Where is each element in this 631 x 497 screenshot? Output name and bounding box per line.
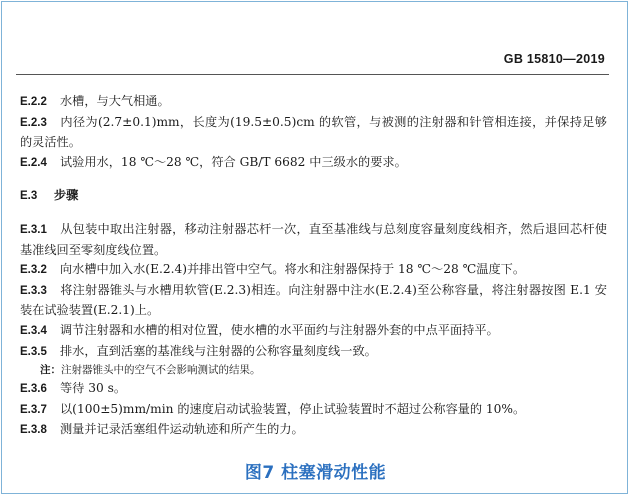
section-title: 步骤 — [54, 188, 79, 203]
clause-number: E.2.4 — [20, 156, 47, 169]
clause-e38 — [20, 420, 607, 441]
standard-number: GB 15810—2019 — [503, 52, 605, 66]
clause-number: E.3.8 — [20, 424, 47, 437]
clause-text: 试验用水，18 ℃～28 ℃，符合 GB/T 6682 中三级水的要求。 — [60, 154, 407, 169]
document-body — [20, 92, 607, 441]
clause-number: E.3.5 — [20, 345, 47, 358]
clause-number: E.3.1 — [20, 223, 47, 236]
clause-e35 — [20, 342, 607, 363]
section-number: E.3 — [20, 190, 38, 203]
clause-e32 — [20, 260, 607, 281]
clause-text: 等待 30 s。 — [60, 381, 127, 396]
header-rule — [16, 74, 609, 75]
note-label: 注： — [40, 364, 61, 377]
clause-e22 — [20, 92, 607, 113]
clause-text: 以(100±5)mm/min 的速度启动试验装置，停止试验装置时不超过公称容量的 10%。 — [60, 401, 526, 416]
clause-text: 调节注射器和水槽的相对位置，使水槽的水平面约与注射器外套的中点平面持平。 — [60, 322, 499, 337]
figure-caption: 图7 柱塞滑动性能 — [244, 463, 387, 483]
clause-number: E.3.3 — [20, 284, 47, 297]
note — [20, 362, 607, 379]
clause-text: 将注射器锥头与水槽用软管(E.2.3)相连。向注射器中注水(E.2.4)至公称容量，将注射器按图 E.1 安装在试验装置(E.2.1)上。 — [20, 282, 607, 318]
section-heading — [20, 186, 607, 207]
clause-number: E.3.6 — [20, 383, 47, 396]
clause-number: E.3.2 — [20, 264, 47, 277]
clause-e33 — [20, 281, 607, 321]
clause-text: 内径为(2.7±0.1)mm，长度为(19.5±0.5)cm 的软管，与被测的注射器和针管相连接，并保持足够的灵活性。 — [20, 114, 607, 150]
clause-e31 — [20, 220, 607, 260]
clause-number: E.2.2 — [20, 96, 47, 108]
note-text: 注射器锥头中的空气不会影响测试的结果。 — [61, 364, 261, 377]
clause-e24 — [20, 153, 607, 174]
clause-e36 — [20, 379, 607, 400]
clause-text: 水槽，与大气相通。 — [60, 94, 170, 108]
clause-text: 排水，直到活塞的基准线与注射器的公称容量刻度线一致。 — [60, 343, 377, 358]
clause-number: E.2.3 — [20, 116, 47, 129]
clause-number: E.3.4 — [20, 324, 47, 337]
clause-text: 测量并记录活塞组件运动轨迹和所产生的力。 — [60, 422, 304, 437]
clause-text: 从包装中取出注射器，移动注射器芯杆一次，直至基准线与总刻度容量刻度线相齐，然后退回芯杆使基准线回至零刻度线位置。 — [20, 221, 607, 257]
clause-e37 — [20, 400, 607, 421]
clause-e34 — [20, 321, 607, 342]
clause-e23 — [20, 113, 607, 153]
clause-number: E.3.7 — [20, 403, 47, 416]
clause-text: 向水槽中加入水(E.2.4)并排出管中空气。将水和注射器保持于 18 ℃～28 ℃温度下。 — [60, 262, 526, 277]
